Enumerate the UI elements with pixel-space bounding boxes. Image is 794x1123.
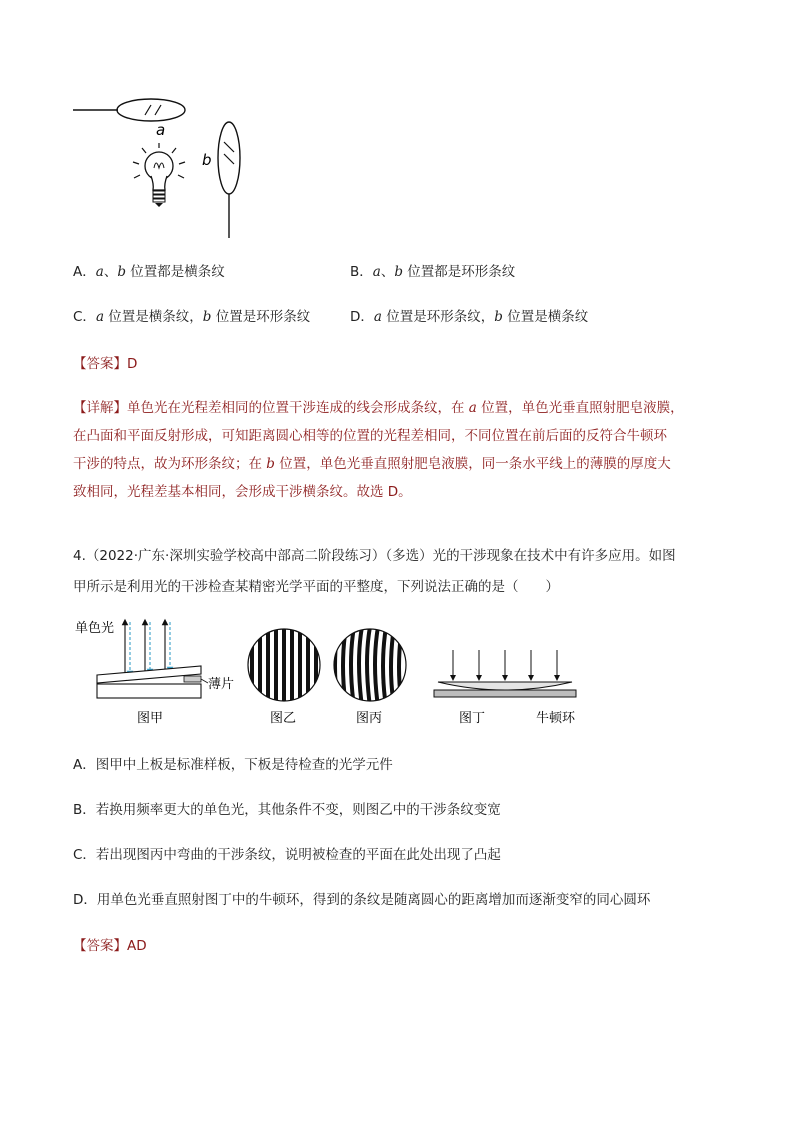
q3-option-d: D．a 位置是环形条纹，b 位置是横条纹 [350,309,589,325]
label-jia: 图甲 [137,711,164,726]
q4-option-a: A．图甲中上板是标准样板，下板是待检查的光学元件 [73,757,393,773]
light-bulb-icon [133,143,185,207]
label-ding: 图丁 [459,711,486,726]
label-a: a [156,121,166,139]
label-bing: 图丙 [356,711,383,726]
q4-option-d: D．用单色光垂直照射图丁中的牛顿环，得到的条纹是随离圆心的距离增加而逐渐变窄的同心圆环 [73,892,651,908]
q3-option-c: C．a 位置是横条纹，b 位置是环形条纹 [73,309,311,325]
q4-option-c: C．若出现图丙中弯曲的干涉条纹，说明被检查的平面在此处出现了凸起 [73,847,501,863]
frame-b-ring [218,122,240,194]
q4-option-b: B．若换用频率更大的单色光，其他条件不变，则图乙中的干涉条纹变宽 [73,802,501,818]
q3-figure [70,88,250,243]
label-ring: 牛顿环 [536,711,576,726]
label-yi: 图乙 [270,711,297,726]
q3-option-b: B．a、b 位置都是环形条纹 [350,264,516,280]
newton-ring-setup [434,650,576,697]
label-mono: 单色光 [75,621,115,636]
q3-option-a: A．a、b 位置都是横条纹 [73,264,225,280]
q3-answer: 【答案】D [73,356,138,372]
q4-figure [70,612,590,732]
frame-a-ring [117,99,185,121]
q4-answer: 【答案】AD [73,938,147,954]
straight-fringes [245,627,325,707]
q4-stem: 4.（2022·广东·深圳实验学校高中部高二阶段练习）（多选）光的干涉现象在技术中有许多应用。如图 甲所示是利用光的干涉检查某精密光学平面的平整度，下列说法正确的是（ ） [73,548,676,595]
label-film: 薄片 [208,677,235,692]
label-b: b [202,151,212,169]
q3-detail: 【详解】单色光在光程差相同的位置干涉连成的线会形成条纹，在 a 位置，单色光垂直照射肥皂液膜， 在凸面和平面反射形成，可知距离圆心相等的位置的光程差相同，不同位置在前后面的反符合牛顿环 干涉的特点，故为环形条纹；在 b 位置，单色光垂直照射肥皂液膜，同一条水平线上的薄膜的厚度大 致相同，光程差基本相同，会形成干涉横条纹。故选 D。 [73,400,684,500]
